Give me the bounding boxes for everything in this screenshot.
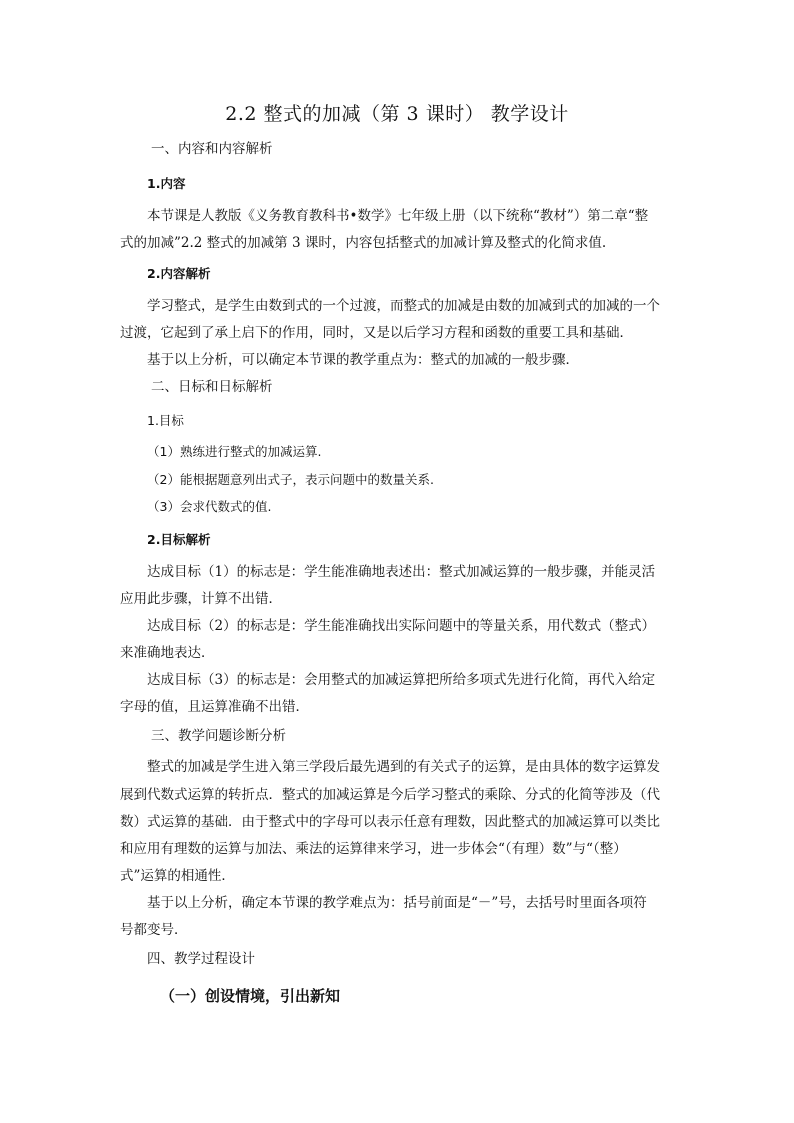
paragraph-line: 整式的加减是学生进入第三学段后最先遇到的有关式子的运算，是由具体的数字运算发 [147,759,660,775]
subheading-goals-analysis: 2.目标解析 [147,532,211,547]
paragraph-line: 号都变号． [120,922,188,938]
paragraph-line: 式”运算的相通性． [120,868,235,884]
document-title: 2.2 整式的加减（第 3 课时） 教学设计 [225,103,569,125]
section-heading-diagnosis: 三、教学问题诊断分析 [151,728,286,744]
paragraph-line: 达成目标（2）的标志是：学生能准确找出实际问题中的等量关系，用代数式（整式） [147,618,656,634]
paragraph-line: 达成目标（3）的标志是：会用整式的加减运算把所给多项式先进行化简，再代入给定 [147,672,656,688]
paragraph-line: 学习整式，是学生由数到式的一个过渡，而整式的加减是由数的加减到式的加减的一个 [147,298,660,314]
paragraph-line: 数）式运算的基础．由于整式中的字母可以表示任意有理数，因此整式的加减运算可以类比 [120,814,660,830]
paragraph-line: 展到代数式运算的转折点．整式的加减运算是今后学习整式的乘除、分式的化简等涉及（代 [120,787,660,803]
subheading-create-scenario: （一）创设情境，引出新知 [160,987,341,1005]
paragraph-line: 来准确地表达． [120,645,215,661]
goal-item: （2）能根据题意列出式子，表示问题中的数量关系. [147,472,434,487]
goal-item: （1）熟练进行整式的加减运算. [147,444,322,459]
paragraph-line: 应用此步骤，计算不出错． [120,591,282,607]
section-heading-process: 四、教学过程设计 [147,951,255,967]
goal-item: （3）会求代数式的值. [147,499,272,514]
paragraph-line: 和应用有理数的运算与加法、乘法的运算律来学习，进一步体会“（有理）数”与“（整） [120,841,627,857]
paragraph-line: 过渡，它起到了承上启下的作用，同时，又是以后学习方程和函数的重要工具和基础． [120,325,633,341]
subheading-content: 1.内容 [147,176,186,191]
paragraph-line: 基于以上分析，可以确定本节课的教学重点为：整式的加减的一般步骤． [147,352,579,368]
paragraph-line: 达成目标（1）的标志是：学生能准确地表述出：整式加减运算的一般步骤，并能灵活 [147,564,656,580]
section-heading-goals: 二、日标和日标解析 [151,379,273,395]
paragraph-line: 式的加减”2.2 整式的加减第 3 课时，内容包括整式的加减计算及整式的化简求值. [120,235,607,251]
subheading-content-analysis: 2.内容解析 [147,266,211,281]
paragraph-line: 基于以上分析，确定本节课的教学难点为：括号前面是“－”号，去括号时里面各项符 [147,895,647,911]
subheading-goals: 1.目标 [147,413,184,428]
paragraph-line: 字母的值，且运算准确不出错． [120,699,309,715]
paragraph-line: 本节课是人教版《义务教育教科书•数学》七年级上册（以下统称“教材”）第二章“整 [147,208,649,224]
section-heading-content: 一、内容和内容解析 [151,141,273,157]
